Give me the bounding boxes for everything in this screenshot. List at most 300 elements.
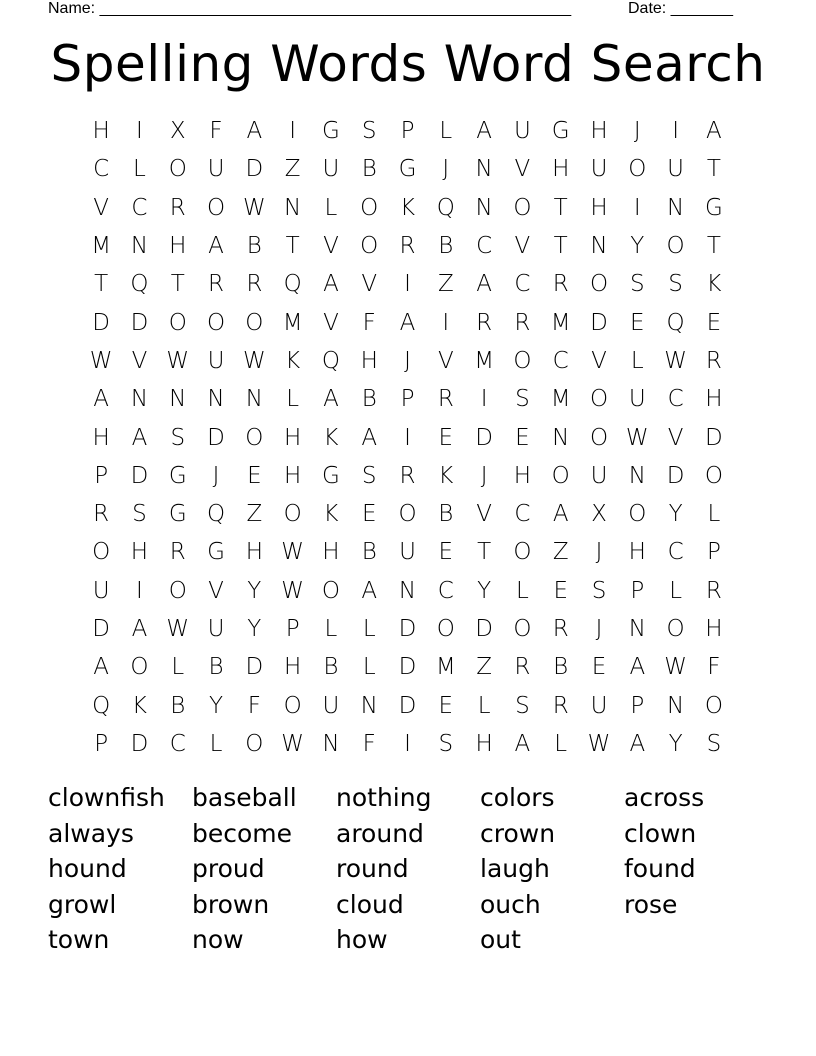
grid-cell[interactable]: A — [629, 654, 646, 681]
word-list-item: clown — [624, 818, 697, 848]
grid-cell[interactable]: M — [550, 309, 571, 336]
grid-cell[interactable]: B — [323, 654, 339, 681]
grid-cell[interactable]: Y — [247, 577, 262, 604]
grid-cell[interactable]: A — [246, 118, 263, 145]
grid-cell[interactable]: L — [209, 730, 223, 757]
grid-cell[interactable]: P — [285, 616, 300, 642]
grid-cell[interactable]: O — [92, 539, 111, 566]
grid-cell[interactable]: U — [590, 156, 608, 183]
grid-cell[interactable]: A — [93, 386, 110, 413]
grid-cell[interactable]: P — [630, 692, 645, 719]
grid-cell[interactable]: V — [361, 271, 378, 298]
grid-cell[interactable]: E — [438, 424, 454, 451]
grid-cell[interactable]: O — [168, 156, 187, 183]
grid-cell[interactable]: W — [625, 424, 649, 451]
grid-cell[interactable]: N — [666, 692, 685, 719]
grid-cell[interactable]: O — [168, 577, 187, 604]
grid-cell[interactable]: H — [283, 462, 302, 489]
grid-cell[interactable]: A — [476, 271, 492, 298]
grid-cell[interactable]: U — [207, 616, 225, 642]
grid-cell[interactable]: U — [322, 156, 340, 183]
grid-cell[interactable]: H — [705, 616, 723, 642]
grid-cell[interactable]: H — [92, 118, 110, 145]
grid-cell[interactable]: D — [398, 654, 417, 681]
grid-cell[interactable]: O — [704, 462, 723, 489]
grid-cell[interactable]: Z — [437, 271, 454, 298]
grid-cell[interactable]: A — [93, 654, 110, 681]
grid-cell[interactable]: C — [169, 730, 186, 757]
grid-cell[interactable]: R — [399, 233, 416, 260]
grid-cell[interactable]: U — [207, 347, 225, 374]
grid-cell[interactable]: E — [553, 577, 568, 604]
grid-cell[interactable]: T — [553, 194, 568, 221]
grid-cell[interactable]: W — [89, 347, 113, 374]
word-list-item: cloud — [336, 889, 404, 919]
word-list-item: found — [624, 854, 696, 884]
grid-cell[interactable]: O — [436, 616, 455, 642]
grid-cell[interactable]: B — [553, 654, 569, 681]
grid-cell[interactable]: T — [553, 233, 568, 260]
grid-cell[interactable]: E — [630, 309, 645, 336]
grid-cell[interactable]: H — [705, 386, 723, 413]
grid-cell[interactable]: W — [664, 654, 687, 681]
grid-cell[interactable]: L — [324, 616, 338, 642]
grid-cell[interactable]: R — [246, 271, 263, 298]
grid-cell[interactable]: V — [208, 577, 224, 604]
grid-cell[interactable]: V — [476, 501, 492, 528]
grid-cell[interactable]: X — [591, 501, 607, 528]
grid-cell[interactable]: C — [667, 386, 684, 413]
grid-cell[interactable]: L — [171, 654, 185, 681]
grid-cell[interactable]: N — [130, 386, 149, 413]
grid-cell[interactable]: S — [515, 692, 530, 719]
word-list-item: now — [192, 925, 244, 955]
grid-cell[interactable]: D — [705, 424, 723, 451]
grid-cell[interactable]: G — [398, 156, 417, 183]
grid-cell[interactable]: J — [595, 616, 603, 642]
word-list-item: crown — [480, 818, 556, 848]
grid-cell[interactable]: L — [133, 156, 146, 183]
grid-cell[interactable]: R — [93, 501, 110, 528]
grid-cell[interactable]: T — [706, 156, 721, 183]
grid-cell[interactable]: L — [362, 616, 376, 642]
grid-cell[interactable]: I — [136, 577, 143, 604]
grid-cell[interactable]: T — [170, 271, 185, 298]
grid-cell[interactable]: P — [706, 539, 721, 566]
grid-cell[interactable]: D — [666, 462, 685, 489]
grid-cell[interactable]: O — [245, 309, 264, 336]
grid-cell[interactable]: C — [667, 539, 684, 566]
grid-cell[interactable]: A — [706, 118, 722, 145]
grid-cell[interactable]: N — [322, 730, 340, 757]
grid-cell[interactable]: S — [361, 462, 377, 489]
grid-cell[interactable]: U — [590, 462, 608, 489]
grid-cell[interactable]: O — [206, 194, 226, 221]
grid-cell[interactable]: O — [206, 309, 226, 336]
grid-cell[interactable]: Q — [436, 194, 455, 221]
grid-cell[interactable]: L — [324, 194, 338, 221]
grid-cell[interactable]: H — [513, 462, 532, 489]
grid-cell[interactable]: D — [92, 616, 110, 642]
grid-cell[interactable]: E — [438, 692, 454, 719]
grid-cell[interactable]: B — [208, 654, 224, 681]
grid-cell[interactable]: Q — [92, 692, 111, 719]
grid-cell[interactable]: N — [398, 577, 417, 604]
grid-cell[interactable]: N — [207, 386, 225, 413]
grid-cell[interactable]: E — [438, 539, 454, 566]
grid-cell[interactable]: N — [628, 616, 646, 642]
grid-cell[interactable]: O — [283, 501, 302, 528]
grid-cell[interactable]: I — [633, 194, 641, 221]
grid-cell[interactable]: A — [323, 271, 339, 298]
grid-cell[interactable]: J — [212, 462, 220, 489]
grid-cell[interactable]: K — [285, 347, 301, 374]
grid-cell[interactable]: O — [513, 616, 532, 642]
grid-cell[interactable]: Y — [209, 692, 224, 719]
grid-cell[interactable]: U — [590, 692, 608, 719]
grid-cell[interactable]: A — [208, 233, 224, 260]
grid-cell[interactable]: M — [91, 233, 112, 260]
grid-cell[interactable]: V — [323, 233, 339, 260]
grid-cell[interactable]: Z — [552, 539, 569, 566]
grid-cell[interactable]: W — [664, 347, 687, 374]
grid-cell[interactable]: E — [591, 654, 607, 681]
grid-cell[interactable]: Q — [283, 271, 302, 298]
word-list-item: rose — [624, 889, 678, 919]
grid-cell[interactable]: D — [475, 424, 493, 451]
grid-cell[interactable]: D — [130, 309, 149, 336]
grid-cell[interactable]: G — [322, 118, 340, 145]
grid-cell[interactable]: G — [168, 462, 187, 489]
grid-cell[interactable]: T — [477, 539, 492, 566]
grid-cell[interactable]: N — [666, 194, 685, 221]
grid-cell[interactable]: D — [207, 424, 225, 451]
grid-cell[interactable]: R — [437, 386, 454, 413]
grid-cell[interactable]: W — [281, 539, 304, 566]
grid-cell[interactable]: H — [590, 118, 608, 145]
grid-cell[interactable]: B — [438, 233, 454, 260]
word-list-item: ouch — [480, 889, 541, 919]
word-list-item: nothing — [336, 783, 432, 812]
grid-cell[interactable]: U — [322, 692, 340, 719]
grid-cell[interactable]: A — [361, 424, 378, 451]
grid-cell[interactable]: M — [550, 386, 571, 413]
grid-cell[interactable]: Q — [130, 271, 149, 298]
grid-cell[interactable]: O — [245, 424, 264, 451]
grid-cell[interactable]: F — [247, 692, 261, 719]
grid-cell[interactable]: Z — [284, 156, 301, 183]
grid-cell[interactable]: W — [166, 347, 190, 374]
grid-cell[interactable]: N — [130, 233, 149, 260]
grid-cell[interactable]: V — [514, 233, 531, 260]
grid-cell[interactable]: V — [591, 347, 607, 374]
grid-cell[interactable]: B — [361, 156, 377, 183]
grid-cell[interactable]: H — [475, 730, 493, 757]
grid-cell[interactable]: Y — [668, 501, 683, 528]
grid-cell[interactable]: W — [242, 347, 266, 374]
grid-cell[interactable]: V — [323, 309, 339, 336]
grid-cell[interactable]: N — [284, 194, 302, 221]
grid-cell[interactable]: T — [285, 233, 300, 260]
grid-cell[interactable]: E — [361, 501, 377, 528]
grid-cell[interactable]: N — [245, 386, 263, 413]
grid-cell[interactable]: L — [362, 654, 376, 681]
grid-cell[interactable]: V — [131, 347, 148, 374]
grid-cell[interactable]: U — [667, 156, 685, 183]
grid-cell[interactable]: W — [281, 730, 304, 757]
grid-cell[interactable]: D — [92, 309, 110, 336]
grid-cell[interactable]: C — [514, 271, 531, 298]
grid-cell[interactable]: R — [705, 577, 722, 604]
grid-cell[interactable]: J — [633, 118, 641, 145]
grid-cell[interactable]: Y — [630, 233, 645, 260]
grid-cell[interactable]: O — [513, 347, 532, 374]
grid-cell[interactable]: O — [245, 730, 264, 757]
grid-cell[interactable]: S — [706, 730, 722, 757]
grid-cell[interactable]: J — [480, 462, 488, 489]
grid-cell[interactable]: O — [628, 501, 647, 528]
grid-cell[interactable]: I — [404, 271, 411, 298]
grid-cell[interactable]: H — [552, 156, 570, 183]
grid-cell[interactable]: H — [590, 194, 608, 221]
grid-cell[interactable]: P — [400, 118, 415, 145]
grid-cell[interactable]: U — [92, 577, 110, 604]
grid-cell[interactable]: Q — [666, 309, 685, 336]
grid-cell[interactable]: L — [286, 386, 300, 413]
grid-cell[interactable]: O — [589, 271, 609, 298]
grid-cell[interactable]: S — [361, 118, 377, 145]
grid-cell[interactable]: D — [398, 616, 417, 642]
grid-cell[interactable]: O — [628, 156, 647, 183]
grid-cell[interactable]: O — [704, 692, 723, 719]
grid-cell[interactable]: A — [514, 730, 531, 757]
grid-cell[interactable]: I — [404, 424, 411, 451]
grid-cell[interactable]: N — [590, 233, 608, 260]
grid-cell[interactable]: J — [595, 539, 603, 566]
grid-cell[interactable]: O — [589, 424, 609, 451]
grid-cell[interactable]: K — [399, 194, 416, 221]
grid-cell[interactable]: M — [435, 654, 456, 681]
grid-cell[interactable]: Y — [668, 730, 683, 757]
grid-cell[interactable]: U — [207, 156, 225, 183]
grid-cell[interactable]: M — [282, 309, 303, 336]
grid-cell[interactable]: O — [551, 462, 570, 489]
grid-cell[interactable]: L — [669, 577, 683, 604]
grid-cell[interactable]: N — [475, 194, 493, 221]
grid-cell[interactable]: C — [514, 501, 531, 528]
grid-cell[interactable]: K — [706, 271, 722, 298]
grid-cell[interactable]: O — [398, 501, 417, 528]
grid-cell[interactable]: O — [589, 386, 609, 413]
grid-cell[interactable]: L — [707, 501, 721, 528]
grid-cell[interactable]: E — [515, 424, 530, 451]
grid-cell[interactable]: R — [169, 539, 186, 566]
grid-cell[interactable]: Y — [247, 616, 262, 642]
grid-cell[interactable]: R — [705, 347, 722, 374]
grid-cell[interactable]: D — [590, 309, 608, 336]
grid-cell[interactable]: Z — [476, 654, 492, 681]
grid-cell[interactable]: O — [513, 539, 532, 566]
grid-cell[interactable]: H — [245, 539, 263, 566]
grid-cell[interactable]: B — [361, 539, 377, 566]
grid-cell[interactable]: C — [552, 347, 569, 374]
grid-cell[interactable]: P — [400, 386, 415, 413]
grid-cell[interactable]: B — [438, 501, 454, 528]
grid-cell[interactable]: T — [94, 271, 109, 298]
grid-cell[interactable]: I — [136, 118, 143, 145]
grid-cell[interactable]: X — [169, 118, 186, 145]
grid-cell[interactable]: T — [706, 233, 721, 260]
grid-cell[interactable]: O — [360, 233, 379, 260]
grid-cell[interactable]: H — [283, 424, 302, 451]
grid-cell[interactable]: U — [513, 118, 531, 145]
grid-cell[interactable]: N — [628, 462, 646, 489]
grid-cell[interactable]: P — [94, 730, 109, 757]
grid-cell[interactable]: C — [476, 233, 493, 260]
name-line[interactable]: Name: _____________________________________________________ — [48, 0, 572, 17]
grid-cell[interactable]: A — [399, 309, 416, 336]
grid-cell[interactable]: H — [130, 539, 149, 566]
grid-cell[interactable]: U — [628, 386, 646, 413]
grid-cell[interactable]: G — [168, 501, 187, 528]
grid-cell[interactable]: R — [552, 616, 569, 642]
grid-cell[interactable]: P — [630, 577, 645, 604]
grid-cell[interactable]: J — [404, 347, 411, 374]
grid-cell[interactable]: F — [707, 654, 721, 681]
grid-cell[interactable]: F — [209, 118, 223, 145]
grid-cell[interactable]: D — [130, 462, 149, 489]
grid-cell[interactable]: A — [361, 577, 378, 604]
grid-cell[interactable]: V — [93, 194, 110, 221]
grid-cell[interactable]: R — [208, 271, 225, 298]
grid-cell[interactable]: E — [706, 309, 722, 336]
grid-cell[interactable]: L — [554, 730, 568, 757]
grid-cell[interactable]: L — [477, 692, 491, 719]
grid-cell[interactable]: O — [513, 194, 532, 221]
grid-cell[interactable]: H — [283, 654, 302, 681]
grid-cell[interactable]: K — [323, 501, 339, 528]
grid-cell[interactable]: A — [629, 730, 646, 757]
grid-cell[interactable]: O — [168, 309, 187, 336]
grid-cell[interactable]: K — [438, 462, 454, 489]
grid-cell[interactable]: G — [551, 118, 570, 145]
grid-cell[interactable]: F — [362, 309, 376, 336]
grid-cell[interactable]: I — [289, 118, 297, 145]
grid-cell[interactable]: L — [439, 118, 453, 145]
grid-cell[interactable]: O — [130, 654, 149, 681]
grid-cell[interactable]: S — [438, 730, 454, 757]
grid-cell[interactable]: S — [132, 501, 147, 528]
grid-cell[interactable]: D — [398, 692, 417, 719]
grid-cell[interactable]: C — [131, 194, 148, 221]
grid-cell[interactable]: O — [360, 194, 379, 221]
grid-cell[interactable]: O — [321, 577, 340, 604]
grid-cell[interactable]: G — [704, 194, 723, 221]
grid-cell[interactable]: B — [170, 692, 186, 719]
grid-cell[interactable]: J — [442, 156, 450, 183]
grid-cell[interactable]: D — [245, 654, 264, 681]
grid-cell[interactable]: R — [552, 692, 569, 719]
grid-cell[interactable]: H — [92, 424, 110, 451]
grid-cell[interactable]: R — [169, 194, 186, 221]
grid-cell[interactable]: A — [131, 616, 148, 642]
grid-cell[interactable]: C — [437, 577, 454, 604]
grid-cell[interactable]: F — [362, 730, 376, 757]
grid-cell[interactable]: D — [475, 616, 493, 642]
grid-cell[interactable]: L — [630, 347, 644, 374]
grid-cell[interactable]: R — [514, 654, 531, 681]
grid-cell[interactable]: Z — [246, 501, 263, 528]
grid-cell[interactable]: N — [360, 692, 378, 719]
grid-cell[interactable]: W — [242, 194, 266, 221]
grid-cell[interactable]: P — [94, 462, 109, 489]
grid-cell[interactable]: V — [667, 424, 684, 451]
grid-cell[interactable]: Q — [321, 347, 340, 374]
grid-cell[interactable]: B — [361, 386, 377, 413]
grid-cell[interactable]: O — [666, 616, 685, 642]
grid-cell[interactable]: A — [476, 118, 492, 145]
grid-cell[interactable]: A — [552, 501, 569, 528]
grid-cell[interactable]: R — [476, 309, 493, 336]
grid-cell[interactable]: V — [437, 347, 454, 374]
grid-cell[interactable]: I — [442, 309, 450, 336]
grid-cell[interactable]: Y — [477, 577, 492, 604]
grid-cell[interactable]: D — [245, 156, 264, 183]
grid-cell[interactable]: G — [322, 462, 340, 489]
grid-cell[interactable]: U — [399, 539, 416, 566]
grid-cell[interactable]: I — [404, 730, 411, 757]
grid-cell[interactable]: S — [591, 577, 607, 604]
grid-cell[interactable]: R — [514, 309, 531, 336]
grid-cell[interactable]: S — [668, 271, 683, 298]
grid-cell[interactable]: R — [399, 462, 416, 489]
grid-cell[interactable]: H — [322, 539, 340, 566]
grid-cell[interactable]: N — [475, 156, 493, 183]
grid-cell[interactable]: O — [666, 233, 685, 260]
grid-cell[interactable]: H — [360, 347, 378, 374]
worksheet-header — [48, 0, 748, 20]
grid-cell[interactable]: D — [130, 730, 149, 757]
grid-cell[interactable]: L — [516, 577, 529, 604]
grid-cell[interactable]: H — [169, 233, 187, 260]
grid-cell[interactable]: S — [170, 424, 186, 451]
grid-cell[interactable]: B — [246, 233, 262, 260]
grid-cell[interactable]: W — [281, 577, 304, 604]
grid-cell[interactable]: W — [587, 730, 611, 757]
date-line[interactable]: Date: _______ — [628, 0, 733, 17]
grid-cell[interactable]: G — [207, 539, 225, 566]
grid-cell[interactable]: C — [93, 156, 110, 183]
grid-cell[interactable]: S — [630, 271, 645, 298]
grid-cell[interactable]: H — [628, 539, 646, 566]
grid-cell[interactable]: A — [323, 386, 339, 413]
grid-cell[interactable]: A — [131, 424, 148, 451]
grid-cell[interactable]: V — [514, 156, 531, 183]
grid-cell[interactable]: R — [552, 271, 569, 298]
grid-cell[interactable]: N — [169, 386, 187, 413]
grid-cell[interactable]: I — [480, 386, 488, 413]
grid-cell[interactable]: K — [323, 424, 339, 451]
grid-cell[interactable]: N — [552, 424, 570, 451]
grid-cell[interactable]: E — [247, 462, 262, 489]
grid-cell[interactable]: I — [672, 118, 679, 145]
grid-cell[interactable]: S — [515, 386, 530, 413]
grid-cell[interactable]: W — [166, 616, 190, 642]
grid-cell[interactable]: K — [131, 692, 147, 719]
grid-cell[interactable]: M — [474, 347, 495, 374]
grid-cell[interactable]: Q — [206, 501, 226, 528]
grid-cell[interactable]: O — [283, 692, 302, 719]
